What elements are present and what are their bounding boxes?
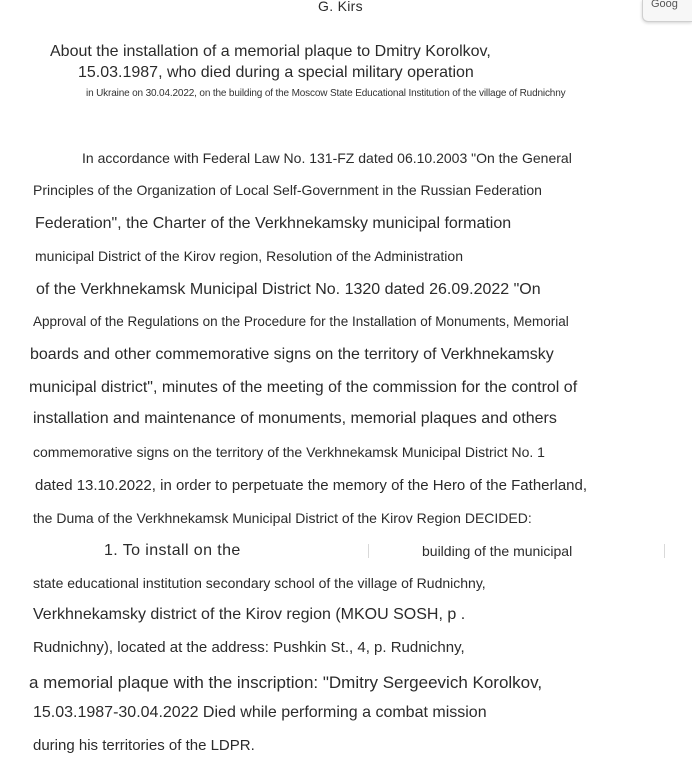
item1-line-5: 15.03.1987-30.04.2022 Died while performing a combat mission [33,704,487,721]
body-line-12: the Duma of the Verkhnekamsk Municipal District of the Kirov Region DECIDED: [33,510,532,526]
body-line-9: installation and maintenance of monuments, memorial plaques and others [33,410,557,427]
body-line-1: In accordance with Federal Law No. 131-FZ dated 06.10.2003 "On the General [82,150,572,166]
body-line-6: Approval of the Regulations on the Procedure for the Installation of Monuments, Memorial [33,314,569,329]
overlay-label: Goog [651,0,678,10]
body-line-7: boards and other commemorative signs on the territory of Verkhnekamsky [30,346,554,363]
title-line-2: 15.03.1987, who died during a special military operation [78,64,474,81]
body-line-5: of the Verkhnekamsk Municipal District No. 1320 dated 26.09.2022 "On [36,281,541,298]
item1-part-a: 1. To install on the [104,542,241,559]
divider [664,543,665,559]
overlay-tab[interactable] [642,0,692,22]
body-line-3: Federation", the Charter of the Verkhnekamsky municipal formation [35,215,512,232]
item1-part-b: building of the municipal [422,543,573,559]
item1-line-6: during his territories of the LDPR. [33,737,255,754]
body-line-10: commemorative signs on the territory of the Verkhnekamsk Municipal District No. 1 [33,444,545,460]
title-line-1: About the installation of a memorial plaque to Dmitry Korolkov, [50,43,491,60]
body-line-8: municipal district", minutes of the meeting of the commission for the control of [29,379,578,396]
item1-line-3: Rudnichny), located at the address: Pushkin St., 4, p. Rudnichny, [33,639,465,656]
body-line-2: Principles of the Organization of Local Self-Government in the Russian Federation [33,182,542,198]
header-author: G. Kirs [318,0,363,14]
body-line-11: dated 13.10.2022, in order to perpetuate the memory of the Hero of the Fatherland, [35,477,588,494]
divider [368,543,369,559]
item1-line-1: state educational institution secondary school of the village of Rudnichny, [33,575,486,591]
title-line-3: in Ukraine on 30.04.2022, on the building of the Moscow State Educational Institution of the village of Rudnichny [86,88,566,99]
body-line-4: municipal District of the Kirov region, Resolution of the Administration [35,248,463,264]
item1-line-2: Verkhnekamsky district of the Kirov region (MKOU SOSH, p . [33,606,466,623]
item1-line-4: a memorial plaque with the inscription: "Dmitry Sergeevich Korolkov, [29,673,543,692]
